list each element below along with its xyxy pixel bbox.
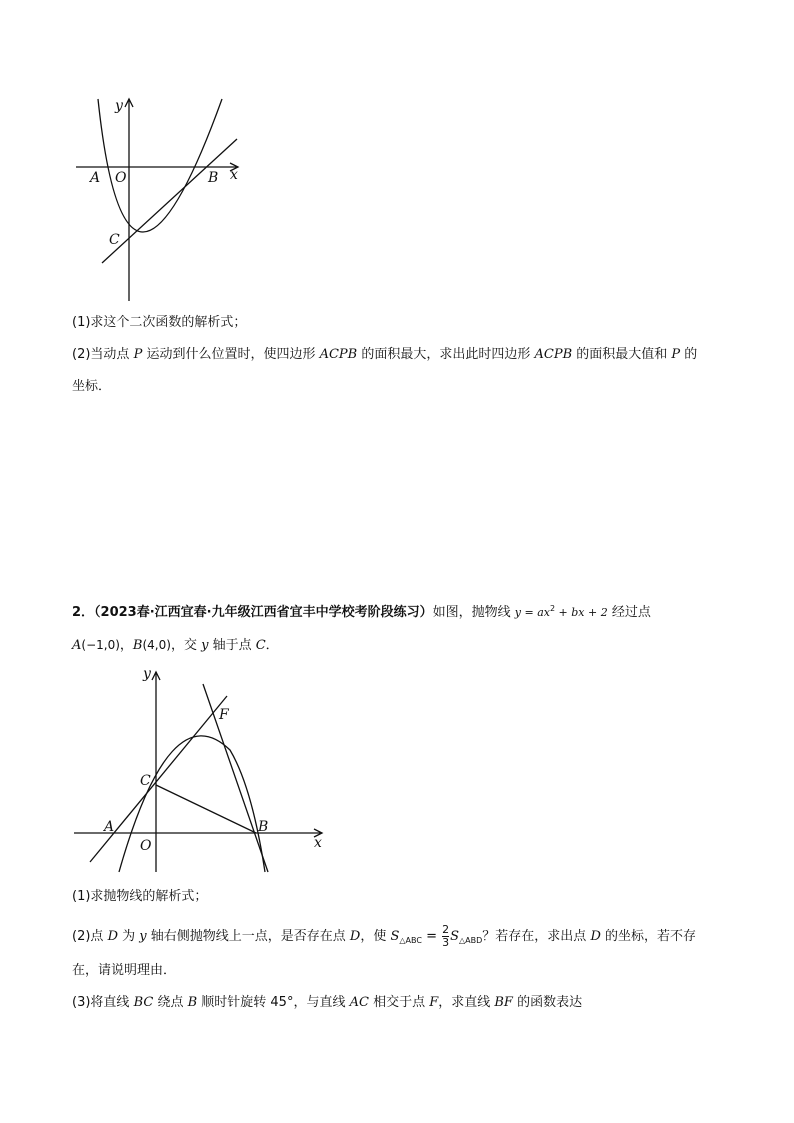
q1-part2-line2: 坐标．	[72, 379, 112, 394]
fig1-label-y: y	[115, 98, 123, 114]
q2-part1: (1)求抛物线的解析式；	[72, 889, 208, 904]
fig2-label-b: B	[258, 819, 269, 835]
q2-part2: (2)点 D 为 y 轴右侧抛物线上一点，是否存在点 D，使 $S_{\triangle ABC} = \frac{2}{3}$ $S_{\triangle ABD}$？若存在，求出点 D 的坐标，若不存	[72, 923, 697, 949]
fig1-line-bc	[102, 139, 237, 263]
q2-part3: (3)将直线 BC 绕点 B 顺时针旋转 45°，与直线 AC 相交于点 F，求直线 BF 的函数表达	[72, 995, 583, 1010]
fig1-parabola	[98, 99, 222, 232]
fig1-label-o: O	[115, 170, 127, 186]
figure-2-parabola-graph	[70, 662, 330, 877]
fraction-two-thirds: $\frac{2}{3}$	[442, 923, 450, 949]
fig2-label-f: F	[219, 707, 229, 723]
q2-header: 2．（2023春·江西宜春·九年级江西省宜丰中学校考阶段练习）如图，抛物线 $y = ax^2$ + bx + 2 经过点	[72, 604, 651, 620]
fig1-label-a: A	[90, 170, 101, 186]
figure-1-parabola-graph	[70, 95, 250, 310]
fig2-line-ac	[90, 696, 227, 862]
fig2-label-a: A	[104, 819, 115, 835]
fig2-label-o: O	[140, 838, 152, 854]
fig2-label-y: y	[143, 666, 151, 682]
fig2-line-bf	[203, 684, 268, 872]
fig1-label-c: C	[109, 232, 120, 248]
fig1-label-b: B	[208, 170, 219, 186]
q1-part2: (2)当动点 P 运动到什么位置时，使四边形 ACPB 的面积最大，求出此时四边形 ACPB 的面积最大值和 P 的	[72, 347, 698, 362]
q1-part1: (1)求这个二次函数的解析式；	[72, 315, 247, 330]
fig2-label-c: C	[140, 773, 151, 789]
fig2-label-x: x	[314, 835, 322, 851]
q2-header-line2: A(−1,0)，B(4,0)，交 y 轴于点 C．	[72, 638, 279, 653]
q2-part2-line2: 在，请说明理由．	[72, 963, 177, 978]
fig1-label-x: x	[230, 167, 238, 183]
